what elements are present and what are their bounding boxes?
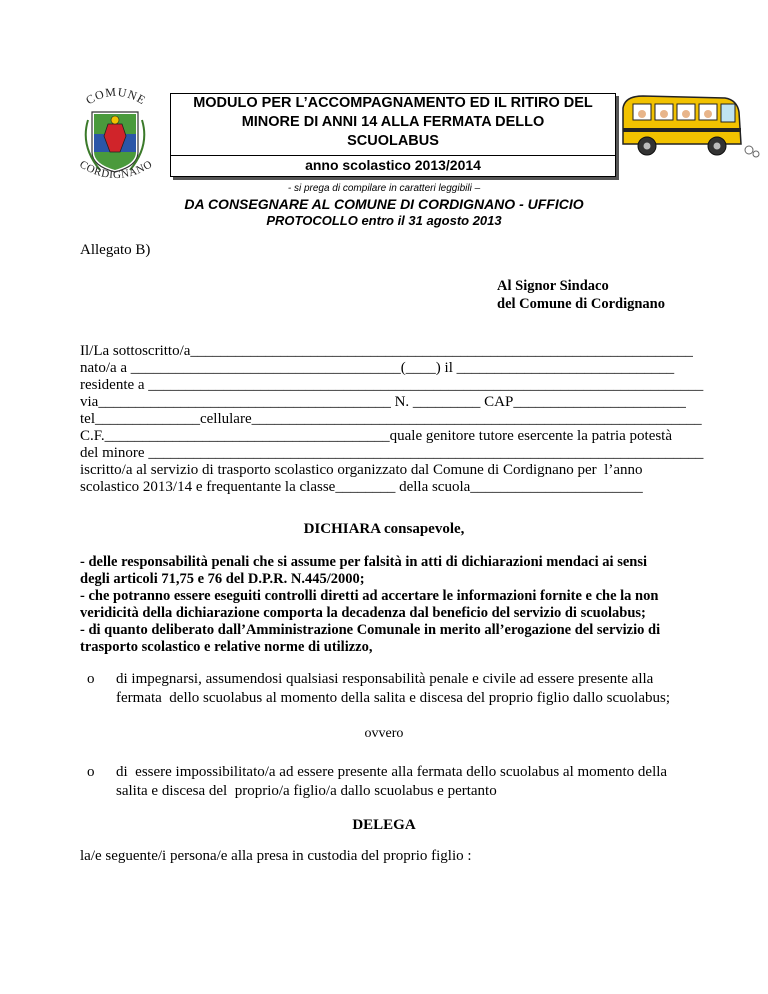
recipient-line-2: del Comune di Cordignano: [497, 296, 665, 312]
school-bus-illustration: [613, 88, 763, 168]
declaration-heading: DICHIARA consapevole,: [303, 521, 465, 537]
or-separator: ovvero: [364, 726, 404, 741]
option-2-line-2: salita e discesa del proprio/a figlio/a dallo scuolabus e pertanto: [116, 783, 497, 799]
declaration-item-3-line-1: - di quanto deliberato dall’Amministrazione Comunale in merito all’erogazione del servizio di: [80, 622, 661, 638]
declaration-item-1-line-2: degli articoli 71,75 e 76 del D.P.R. N.445/2000;: [80, 571, 365, 587]
field-address[interactable]: via_______________________________________ N. _________ CAP_______________________: [80, 394, 686, 410]
title-line-3: SCUOLABUS: [347, 133, 439, 149]
enrollment-text-line-1: iscritto/a al servizio di trasporto scolastico organizzato dal Comune di Cordignano per l’anno: [80, 462, 643, 478]
title-line-2: MINORE DI ANNI 14 ALLA FERMATA DELLO: [241, 114, 545, 130]
field-phone[interactable]: tel______________cellulare____________________________________________________________: [80, 411, 702, 427]
crest-bottom-text: CORDIGNANO: [77, 158, 155, 182]
title-line-1: MODULO PER L’ACCOMPAGNAMENTO ED IL RITIRO DEL: [193, 95, 593, 111]
field-birthplace-date[interactable]: nato/a a ____________________________________(____) il _____________________________: [80, 360, 675, 376]
field-residence[interactable]: residente a __________________________________________________________________________: [80, 377, 704, 393]
declaration-item-1-line-1: - delle responsabilità penali che si assume per falsità in atti di dichiarazioni mendaci ai sensi: [80, 554, 648, 570]
option-1-line-1: di impegnarsi, assumendosi qualsiasi responsabilità penale e civile ad essere presente alla: [116, 671, 654, 687]
field-tax-code[interactable]: C.F.______________________________________quale genitore tutore esercente la patria potestà: [80, 428, 673, 444]
attachment-label: Allegato B): [80, 242, 151, 258]
recipient-line-1: Al Signor Sindaco: [497, 278, 609, 294]
school-year: anno scolastico 2013/2014: [305, 157, 481, 173]
option-2-checkbox[interactable]: o: [87, 764, 95, 780]
delegation-text: la/e seguente/i persona/e alla presa in custodia del proprio figlio :: [80, 848, 472, 864]
field-signatory[interactable]: Il/La sottoscritto/a___________________________________________________________________: [80, 343, 693, 359]
field-minor[interactable]: del minore __________________________________________________________________________: [80, 445, 704, 461]
crest-top-text: COMUNE: [83, 84, 149, 108]
form-title-box: [170, 93, 616, 177]
declaration-item-2-line-1: - che potranno essere eseguiti controlli diretti ad accertare le informazioni fornite e che la non: [80, 588, 659, 604]
delivery-instruction-line-2: PROTOCOLLO entro il 31 agosto 2013: [266, 213, 502, 228]
field-class-school[interactable]: scolastico 2013/14 e frequentante la classe________ della scuola_______________________: [80, 479, 643, 495]
declaration-item-2-line-2: veridicità della dichiarazione comporta la decadenza dal beneficio del servizio di scuolabus;: [80, 605, 646, 621]
option-1-checkbox[interactable]: o: [87, 671, 95, 687]
option-2-line-1: di essere impossibilitato/a ad essere presente alla fermata dello scuolabus al momento della: [116, 764, 668, 780]
option-1-line-2: fermata dello scuolabus al momento della salita e discesa del proprio figlio dallo scuolabus;: [116, 690, 671, 706]
comune-crest-logo: [70, 80, 160, 188]
delegation-heading: DELEGA: [352, 817, 416, 833]
legibility-note: - si prega di compilare in caratteri leggibili –: [287, 183, 481, 194]
delivery-instruction-line-1: DA CONSEGNARE AL COMUNE DI CORDIGNANO - UFFICIO: [184, 196, 584, 212]
svg-text:COMUNE: [83, 85, 148, 108]
declaration-item-3-line-2: trasporto scolastico e relative norme di utilizzo,: [80, 639, 373, 655]
